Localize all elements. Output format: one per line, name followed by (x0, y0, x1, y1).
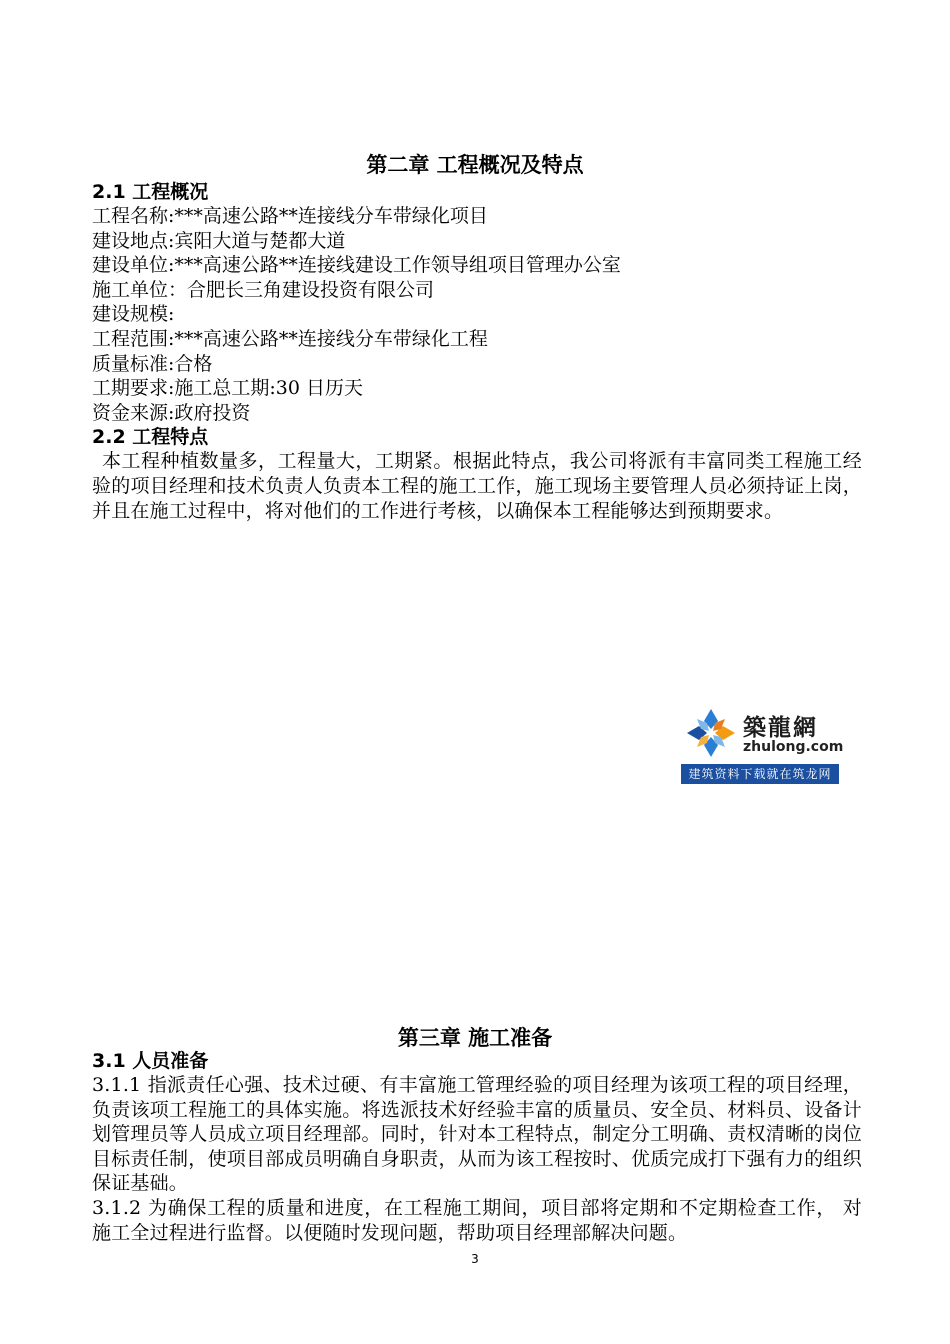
section-2-1-title: 2.1 工程概况 (92, 181, 209, 203)
section-2-2-paragraph: 本工程种植数量多，工程量大，工期紧。根据此特点，我公司将派有丰富同类工程施工经验的项目经理和技术负责人负责本工程的施工工作，施工现场主要管理人员必须持证上岗，并且在施工过程中，将对他们的工作进行考核，以确保本工程能够达到预期要求。 (92, 450, 862, 522)
info-line-project-name: 工程名称:***高速公路**连接线分车带绿化项目 (92, 205, 488, 227)
info-line-quality: 质量标准:合格 (92, 352, 213, 375)
chapter2-body (92, 180, 862, 523)
section-3-1-title: 3.1 人员准备 (92, 1050, 209, 1072)
logo-domain-text: zhulong.com (743, 739, 844, 755)
info-line-scope: 工程范围:***高速公路**连接线分车带绿化工程 (92, 327, 488, 350)
info-line-scale: 建设规模: (92, 303, 175, 326)
logo-chinese-text: 築龍網 (743, 714, 818, 741)
chapter3-body (92, 1049, 862, 1245)
info-line-funding: 资金来源:政府投资 (92, 401, 251, 424)
zhulong-logo (681, 703, 844, 783)
info-line-contractor: 施工单位：合肥长三角建设投资有限公司 (92, 278, 435, 301)
logo-slogan: 建筑资料下载就在筑龙网 (681, 764, 839, 784)
logo-top (681, 703, 844, 763)
page-number: 3 (471, 1252, 479, 1266)
chapter3-title: 第三章 施工准备 (397, 1026, 553, 1050)
section-3-1-1-paragraph: 3.1.1 指派责任心强、技术过硬、有丰富施工管理经验的项目经理为该项工程的项目经理，负责该项工程施工的具体实施。将选派技术好经验丰富的质量员、安全员、材料员、设备计划管理员等人员成立项目经理部。同时，针对本工程特点，制定分工明确、责权清晰的岗位目标责任制，使项目部成员明确自身职责，从而为该工程按时、优质完成打下强有力的组织保证基础。 (92, 1074, 862, 1195)
info-line-duration: 工期要求:施工总工期:30 日历天 (92, 377, 364, 400)
section-3-1-2-paragraph: 3.1.2 为确保工程的质量和进度，在工程施工期间，项目部将定期和不定期检查工作， 对施工全过程进行监督。以便随时发现问题，帮助项目经理部解决问题。 (92, 1196, 862, 1244)
info-line-location: 建设地点:宾阳大道与楚都大道 (92, 229, 346, 252)
logo-mark-icon (685, 707, 737, 759)
chapter2-title: 第二章 工程概况及特点 (366, 153, 584, 177)
info-line-owner: 建设单位:***高速公路**连接线建设工作领导组项目管理办公室 (92, 254, 621, 277)
section-2-2-title: 2.2 工程特点 (92, 426, 209, 449)
